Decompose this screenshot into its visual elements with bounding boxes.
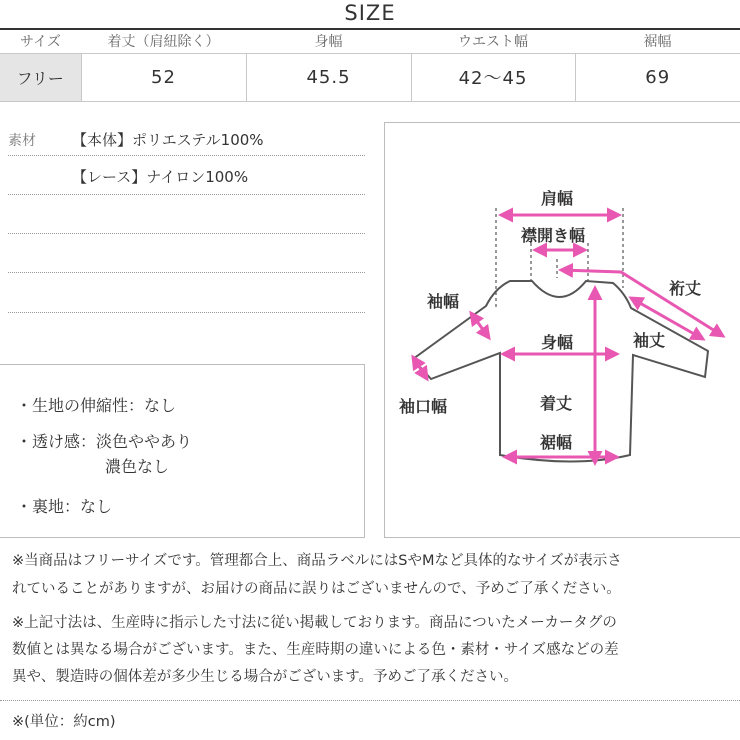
- label-sleeve-length: 袖丈: [633, 331, 666, 350]
- sheer-dark-property: 濃色なし: [105, 457, 170, 476]
- header-body-width: 身幅: [246, 30, 411, 53]
- dotted-divider: [8, 272, 365, 273]
- header-hem-width: 裾幅: [575, 30, 740, 53]
- fabric-properties-box: [0, 364, 365, 538]
- unit-note: ※(単位：約cm): [12, 714, 116, 730]
- stretch-property: ・生地の伸縮性：なし: [16, 396, 177, 415]
- dotted-divider: [8, 194, 365, 195]
- size-table: [0, 30, 740, 102]
- dotted-divider: [8, 155, 365, 156]
- size-title: SIZE: [344, 1, 396, 25]
- note-2-line-2: 数値とは異なる場合がございます。また、生産時期の違いによる色・素材・サイズ感などの差: [12, 642, 619, 658]
- cell-hem-width: 69: [575, 53, 740, 101]
- label-cuff: 袖口幅: [399, 397, 448, 416]
- dotted-divider: [8, 312, 365, 313]
- label-body-width: 身幅: [541, 333, 574, 352]
- note-1-line-1: ※当商品はフリーサイズです。管理都合上、商品ラベルにはSやMなど具体的なサイズが表示さ: [12, 553, 622, 569]
- cuff-arrow: [413, 357, 427, 379]
- header-waist-width: ウエスト幅: [411, 30, 575, 53]
- material-lace: 【レース】ナイロン100%: [72, 168, 249, 186]
- label-sleeve-width: 袖幅: [427, 292, 460, 311]
- header-length: 着丈（肩紐除く）: [81, 30, 246, 53]
- label-sleeve-total: 裄丈: [669, 279, 702, 298]
- label-hem: 裾幅: [540, 433, 573, 452]
- measurement-diagram: [384, 122, 740, 538]
- cell-size: フリー: [0, 53, 81, 101]
- sleeve-width-arrow: [471, 313, 489, 338]
- material-label: 素材: [8, 133, 36, 149]
- dotted-divider: [0, 700, 740, 701]
- header-size: サイズ: [0, 30, 81, 53]
- dotted-divider: [8, 233, 365, 234]
- material-main: 【本体】ポリエステル100%: [72, 131, 264, 149]
- cell-length: 52: [81, 53, 246, 101]
- table-row: [0, 53, 740, 101]
- cell-waist-width: 42〜45: [411, 53, 575, 101]
- label-neck: 襟開き幅: [521, 226, 586, 245]
- sheer-property: ・透け感：淡色ややあり: [16, 432, 193, 451]
- label-length: 着丈: [540, 394, 573, 413]
- note-2-line-1: ※上記寸法は、生産時に指示した寸法に従い掲載しております。商品についたメーカータグの: [12, 615, 617, 631]
- label-shoulder: 肩幅: [541, 189, 574, 208]
- table-header-row: [0, 30, 740, 53]
- lining-property: ・裏地：なし: [16, 497, 113, 516]
- note-2-line-3: 異や、製造時の個体差が多少生じる場合がございます。予めご了承ください。: [12, 669, 519, 685]
- note-1-line-2: れていることがありますが、お届けの商品に誤りはございませんので、予めご了承ください。: [12, 581, 621, 597]
- cell-body-width: 45.5: [246, 53, 411, 101]
